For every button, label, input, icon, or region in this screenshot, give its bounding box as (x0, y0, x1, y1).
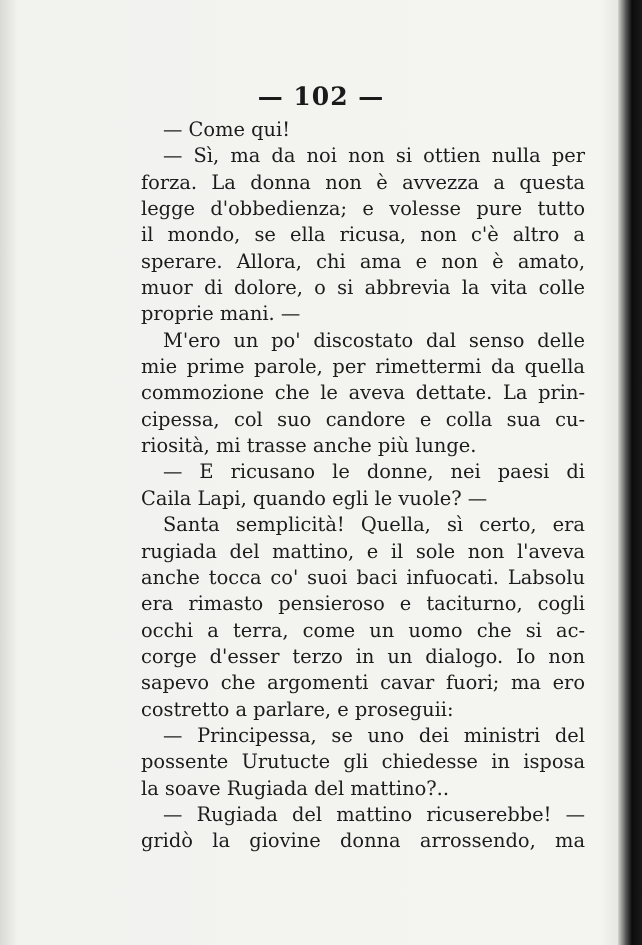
text-line: occhi a terra, come un uomo che si ac- (141, 618, 585, 642)
text-line: — Come qui! (163, 118, 290, 141)
text-line: sapevo che argomenti cavar fuori; ma ero (141, 671, 585, 695)
text-line: Santa semplicità! Quella, sì certo, era (163, 513, 585, 537)
text-line: — E ricusano le donne, nei paesi di (163, 460, 585, 484)
text-line: sperare. Allora, chi ama e non è amato, (141, 249, 585, 273)
text-line: — Rugiada del mattino ricuserebbe! — (163, 802, 585, 826)
text-line: era rimasto pensieroso e taciturno, cogli (141, 592, 585, 616)
text-line: la soave Rugiada del mattino?.. (141, 776, 449, 800)
text-line: cipessa, col suo candore e colla sua cu- (141, 407, 585, 431)
text-line: possente Urutucte gli chiedesse in isposa (141, 750, 585, 774)
text-line: muor di dolore, o si abbrevia la vita colle (141, 276, 585, 300)
text-line: costretto a parlare, e proseguii: (141, 697, 454, 721)
text-line: il mondo, se ella ricusa, non c'è altro a (141, 223, 585, 247)
text-line: legge d'obbedienza; e volesse pure tutto (141, 197, 585, 221)
text-line: riosità, mi trasse anche più lunge. (141, 434, 477, 458)
text-line: — Principessa, se uno dei ministri del (163, 723, 585, 747)
text-line: M'ero un po' discostato dal senso delle (163, 328, 585, 352)
text-line: mie prime parole, per rimettermi da quella (141, 355, 585, 379)
text-line: corge d'esser terzo in un dialogo. Io non (141, 644, 585, 668)
text-line: forza. La donna non è avvezza a questa (141, 170, 585, 194)
text-line: proprie mani. — (141, 302, 301, 326)
text-line: gridò la giovine donna arrossendo, ma (141, 829, 585, 853)
text-line: rugiada del mattino, e il sole non l'aveva (141, 539, 585, 563)
body-text (141, 117, 585, 855)
page-number: — 102 — (257, 82, 385, 111)
book-spine-shadow (618, 0, 642, 945)
text-line: Caila Lapi, quando egli le vuole? — (141, 486, 488, 510)
text-line: anche tocca co' suoi baci infuocati. Labsolu (141, 565, 585, 589)
text-line: — Sì, ma da noi non si ottien nulla per (163, 144, 585, 168)
text-line: commozione che le aveva dettate. La prin- (141, 381, 585, 405)
